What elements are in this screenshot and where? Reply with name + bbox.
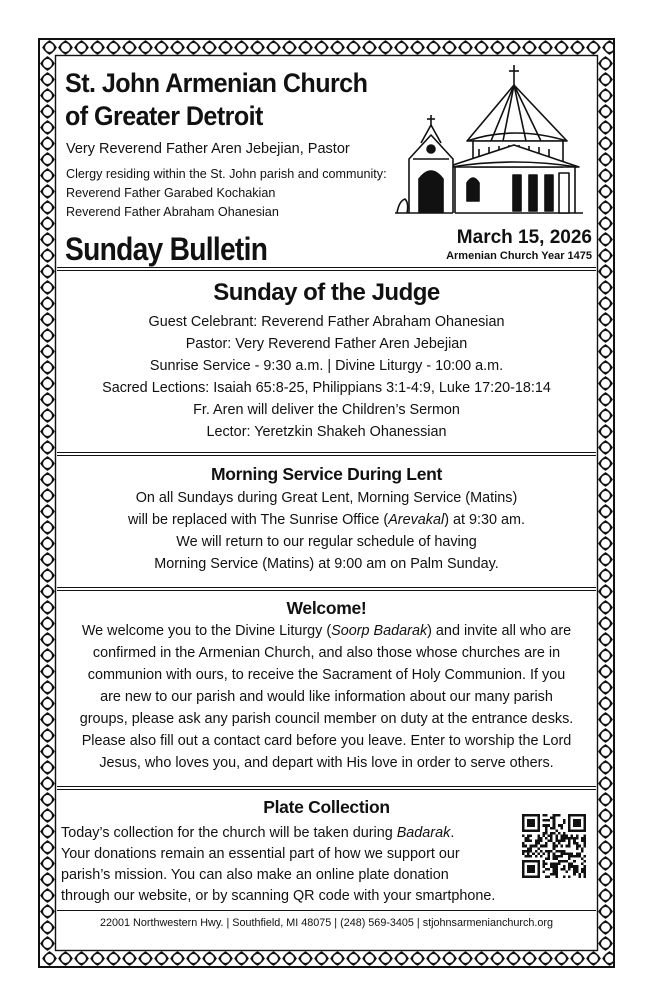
sunday-section (57, 279, 596, 443)
lector-line: Lector: Yeretzkin Shakeh Ohanessian (206, 424, 447, 440)
welcome-line: Please also fill out a contact card before you leave. Enter to worship the Lord (81, 733, 572, 749)
bulletin-title: Sunday Bulletin (65, 231, 268, 267)
donation-qr-code[interactable] (522, 814, 586, 878)
celebrant-line: Guest Celebrant: Reverend Father Abraham Ohanesian (148, 314, 505, 330)
plate-text (61, 823, 495, 907)
sacred-lections: Sacred Lections: Isaiah 65:8-25, Philippians 3:1-4:9, Luke 17:20-18:14 (102, 380, 551, 396)
section-divider (57, 587, 596, 591)
welcome-line: are new to our parish and would like information about our many parish (100, 689, 553, 705)
lent-title: Morning Service During Lent (210, 464, 443, 484)
clergy-item: Reverend Father Garabed Kochakian (66, 186, 276, 200)
plate-line: through our website, or by scanning QR code with your smartphone. (61, 888, 496, 904)
welcome-line: confirmed in the Armenian Church, and also those whose churches are in (92, 645, 561, 661)
plate-section (57, 797, 596, 909)
bulletin-frame (38, 38, 615, 968)
lent-section (57, 464, 596, 575)
church-name-line1: St. John Armenian Church (65, 68, 368, 98)
plate-line: parish’s mission. You can also make an online plate donation (61, 867, 449, 883)
plate-title: Plate Collection (263, 797, 390, 817)
footer-divider (57, 910, 596, 911)
church-year: Armenian Church Year 1475 (446, 250, 592, 262)
lent-line: Morning Service (Matins) at 9:00 am on Palm Sunday. (154, 556, 499, 572)
section-divider (57, 452, 596, 456)
lent-line: We will return to our regular schedule of having (176, 534, 477, 550)
footer-contact: 22001 Northwestern Hwy. | Southfield, MI 48075 | (248) 569-3405 | stjohnsarmenianchurch.org (100, 917, 553, 929)
welcome-title: Welcome! (286, 598, 367, 618)
pastor-text: Pastor: Very Reverend Father Aren Jebejian (185, 336, 468, 352)
bulletin-date: March 15, 2026 (456, 227, 592, 248)
lent-line: will be replaced with The Sunrise Office (Arevakal) at 9:30 am. (127, 512, 525, 528)
section-divider (57, 786, 596, 790)
bulletin-date-block (446, 227, 592, 262)
lent-line: On all Sundays during Great Lent, Morning Service (Matins) (135, 490, 518, 506)
welcome-section (57, 598, 596, 774)
church-name (65, 67, 367, 133)
pastor-line: Very Reverend Father Aren Jebejian, Pastor (66, 141, 350, 157)
service-times: Sunrise Service - 9:30 a.m. | Divine Liturgy - 10:00 a.m. (149, 358, 504, 374)
welcome-line: communion with ours, to receive the Sacrament of Holy Communion. If you (87, 667, 566, 683)
sunday-title: Sunday of the Judge (213, 279, 440, 306)
welcome-line: groups, please ask any parish council member on duty at the entrance desks. (79, 711, 574, 727)
clergy-item: Reverend Father Abraham Ohanesian (66, 205, 279, 219)
bulletin-content (57, 57, 596, 949)
clergy-list (66, 165, 387, 222)
plate-line: Today’s collection for the church will be taken during Badarak. (61, 825, 455, 841)
welcome-line: We welcome you to the Divine Liturgy (Soorp Badarak) and invite all who are (81, 623, 572, 639)
clergy-intro: Clergy residing within the St. John parish and community: (66, 167, 387, 181)
church-name-line2: of Greater Detroit (65, 101, 263, 131)
welcome-line: Jesus, who loves you, and depart with His love in order to serve others. (99, 755, 554, 771)
section-divider (57, 267, 596, 271)
sermon-note: Fr. Aren will deliver the Children’s Sermon (193, 402, 460, 418)
plate-line: Your donations remain an essential part of how we support our (61, 846, 460, 862)
church-illustration (395, 63, 585, 215)
